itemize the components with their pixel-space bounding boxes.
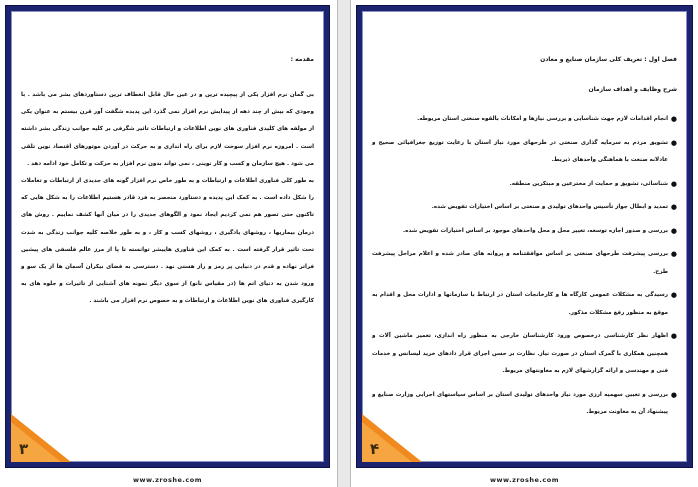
chapter-title: فصل اول : تعریف کلی سازمان صنایع و معادن [540, 56, 677, 63]
page-border [6, 6, 329, 467]
duties-list [372, 111, 677, 422]
bullet-icon: ● [670, 390, 677, 399]
bullet-icon: ● [670, 179, 677, 188]
bullet-icon: ● [670, 226, 677, 235]
list-item: ● انجام اقدامات لازم جهت شناسایی و بررسی نیازها و امکانات بالقوه صنعتی استان مربوطه. [372, 111, 677, 129]
section-title: شرح وظایف و اهداف سازمان [588, 86, 677, 93]
page-footer: www.zroshe.com [133, 476, 202, 484]
page-4-body [372, 55, 677, 428]
page-number: ۴ [370, 440, 380, 458]
bullet-icon: ● [670, 138, 677, 147]
introduction-heading: مقدمه : [290, 56, 314, 63]
list-item: ● شناسائی، تشویق و حمایت از مخترعین و مبتکرین منطقه. [372, 176, 677, 194]
bullet-icon: ● [670, 203, 677, 211]
page-border [357, 6, 692, 467]
list-item: ● بررسی پیشرفت طرحهای صنعتی بر اساس موافقتنامه و پروانه های صادر شده و اعلام مراحل پیشرفت طرح. [372, 246, 677, 281]
page-gutter [337, 0, 351, 487]
page-3-body [21, 55, 314, 311]
bullet-icon: ● [670, 115, 677, 123]
intro-paragraph-2: به طور کلی فناوری اطلاعات و ارتباطات و به طور خاص نرم افزار گونه های جدیدی از ارتباطات و تعاملات را شکل داده است . به کمک این پدیده و دستاورد منحصر به فرد قادر هستیم اطلاعات را به شکل هایی که تاکنون حتی تصور هم نمی کردیم ایجاد نمود و الگوهای جدیدی را در میان آنها کشف نماییم . روش های درمان بیماریها ، روشهای یادگیری ، روشهای کسب و کار ، و به طور خلاصه کلیه جوانب زندگی به شدت تحت تاثیر قرار گرفته است . به کمک این فناوری هاییشر توانسته تا پا از مرز عالم فلسفی های پیشین فراتر نهاده و قدم در دنیایی پر رمز و راز هستی نهد . دسترسی به فضای بیکران آسمان ها از یک سو و ورود شدن به دنیای اتم ها (در مقیاس نانو) از سوی دیگر نمونه های آشنایی از تاثیرات و جلوه های به کارگیری فناوری های نوین اطلاعات و ارتباطات و به خصوص نرم افزار می باشند . [21, 178, 314, 305]
list-item: ● رسیدگی به مشکلات عمومی کارگاه ها و کارخانجات استان در ارتباط با سازمانها و ادارات محل و اقدام به موقع به منظور رفع مشکلات مذکور. [372, 287, 677, 322]
intro-paragraph-1: بی گمان نرم افزار یکی از پیچیده ترین و در عین حال قابل انعطاف ترین دستاوردهای بشر می باشد . با وجودی که بیش از چند دهه از پیدایش نرم افزار نمی گذرد این پدیده شگفت آور قرن بیستم به عنوان یکی از مولفه های کلیدی فناوری های نوین اطلاعات و ارتباطات تاثیر شگرفی بر کلیه جوانب زندگی بشر داشته است . امروزه نرم افزار سوخت لازم برای راه اندازی و به حرکت در آوردن موتورهای اقتصاد نوین تلقی می شود . هیچ سازمان و کسب و کار نوینی ، نمی تواند بدون نرم افزار به حرکت و تکامل خود ادامه دهد . [21, 92, 314, 167]
list-item: ● اظهار نظر کارشناسی درخصوص ورود کارشناسان خارجی به منظور راه اندازی، تعمیر ماشین آلات و همچنین همکاری با گمرک استان در صورت نیاز. نظارت بر حسن اجرای قرار دادهای خرید لیسانس و خدمات فنی و مهندسی و ارائه گزارشهای لازم به معاونتهای مربوط. [372, 328, 677, 381]
list-item: ● بررسی و تعیین سهمیه ارزی مورد نیاز واحدهای تولیدی استان بر اساس سیاستهای اجرایی وزارت صنایع و پیشنهاد آن به معاونت مربوط. [372, 387, 677, 422]
list-item: ● تشویق مردم به سرمایه گذاری صنعتی در طرحهای مورد نیاز استان با رعایت توزیع جغرافیائی صحیح و عادلانه صنعت با هماهنگی واحدهای ذیربط. [372, 135, 677, 170]
page-footer: www.zroshe.com [490, 476, 559, 484]
bullet-icon: ● [670, 291, 677, 299]
list-item: ● تمدید و ابطال جواز تأسیس واحدهای تولیدی و صنعتی بر اساس اختیارات تفویض شده. [372, 199, 677, 217]
list-item: ● بررسی و صدور اجازه توسعه، تغییر محل و محل واحدهای موجود بر اساس اختیارات تفویض شده. [372, 223, 677, 241]
page-number: ۳ [19, 440, 29, 458]
page-4 [351, 0, 698, 487]
bullet-icon: ● [670, 250, 677, 258]
page-3 [0, 0, 335, 487]
bullet-icon: ● [670, 332, 677, 340]
